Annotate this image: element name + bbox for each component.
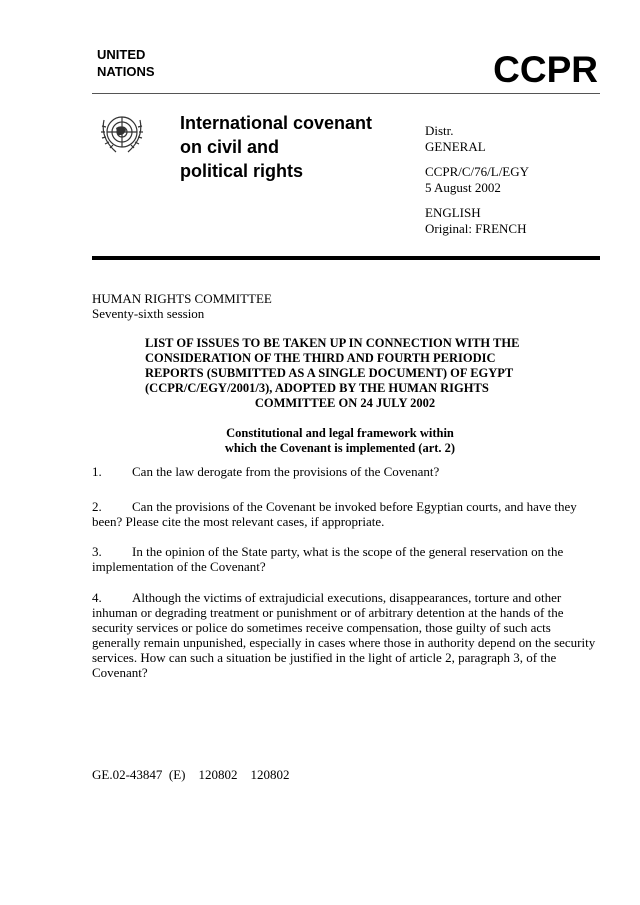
document-metadata	[425, 123, 529, 236]
item-text: In the opinion of the State party, what is the scope of the general reservation on the	[132, 544, 564, 559]
session: Seventy-sixth session	[92, 306, 205, 321]
item-text: Covenant?	[92, 665, 148, 680]
issue-item-4	[92, 590, 602, 680]
distr-value: GENERAL	[425, 138, 486, 154]
doc-series: CCPR	[493, 49, 598, 90]
subheading-line: Constitutional and legal framework within	[226, 426, 454, 440]
heading-line: CONSIDERATION OF THE THIRD AND FOURTH PERIODIC	[145, 351, 496, 365]
document-date: 5 August 2002	[425, 179, 501, 195]
item-text: implementation of the Covenant?	[92, 559, 266, 574]
item-text: services. How can such a situation be justified in the light of article 2, paragraph 3, of the	[92, 650, 557, 665]
org-line-2: NATIONS	[97, 64, 155, 79]
original-language: Original: FRENCH	[425, 220, 527, 236]
title-line: International covenant	[180, 113, 373, 133]
distr-label: Distr.	[425, 123, 454, 138]
issue-item-1	[92, 464, 602, 479]
item-text: Can the law derogate from the provisions of the Covenant?	[132, 464, 440, 479]
item-text: generally remain unpunished, especially in cases where those in authority depend on the security	[92, 635, 596, 650]
covenant-title	[180, 111, 372, 183]
committee-info	[92, 291, 272, 321]
item-number: 1.	[92, 464, 102, 479]
heading-line: (CCPR/C/EGY/2001/3), ADOPTED BY THE HUMAN RIGHTS	[145, 381, 489, 395]
issue-item-3	[92, 544, 602, 574]
divider-thick	[92, 256, 600, 260]
heading-line: REPORTS (SUBMITTED AS A SINGLE DOCUMENT) OF EGYPT	[145, 366, 514, 380]
item-text: Can the provisions of the Covenant be invoked before Egyptian courts, and have they	[132, 499, 577, 514]
heading-line: LIST OF ISSUES TO BE TAKEN UP IN CONNECTION WITH THE	[145, 336, 520, 350]
item-text: security services or police do sometimes receive compensation, those guilty of such acts	[92, 620, 551, 635]
issue-item-2	[92, 499, 602, 529]
language: ENGLISH	[425, 205, 481, 220]
heading-line: COMMITTEE ON 24 JULY 2002	[254, 396, 436, 410]
job-number-footer: GE.02-43847 (E) 120802 120802	[92, 767, 290, 782]
org-name	[97, 46, 155, 80]
item-text: been? Please cite the most relevant cases, if appropriate.	[92, 514, 385, 529]
item-text: inhuman or degrading treatment or punishment or of arbitrary detention at the hands of the	[92, 605, 564, 620]
item-number: 2.	[92, 499, 102, 514]
un-emblem-icon	[96, 108, 148, 160]
subheading-line: which the Covenant is implemented (art. 2)	[224, 441, 456, 455]
item-number: 4.	[92, 590, 102, 605]
divider-thin	[92, 93, 600, 94]
title-line: on civil and	[180, 137, 280, 157]
title-line: political rights	[180, 161, 304, 181]
section-subheading	[140, 426, 540, 456]
item-number: 3.	[92, 544, 102, 559]
org-line-1: UNITED	[97, 47, 146, 62]
main-heading	[145, 336, 545, 411]
item-text: Although the victims of extrajudicial executions, disappearances, torture and other	[132, 590, 562, 605]
document-symbol: CCPR/C/76/L/EGY	[425, 164, 530, 179]
committee-name: HUMAN RIGHTS COMMITTEE	[92, 291, 272, 306]
